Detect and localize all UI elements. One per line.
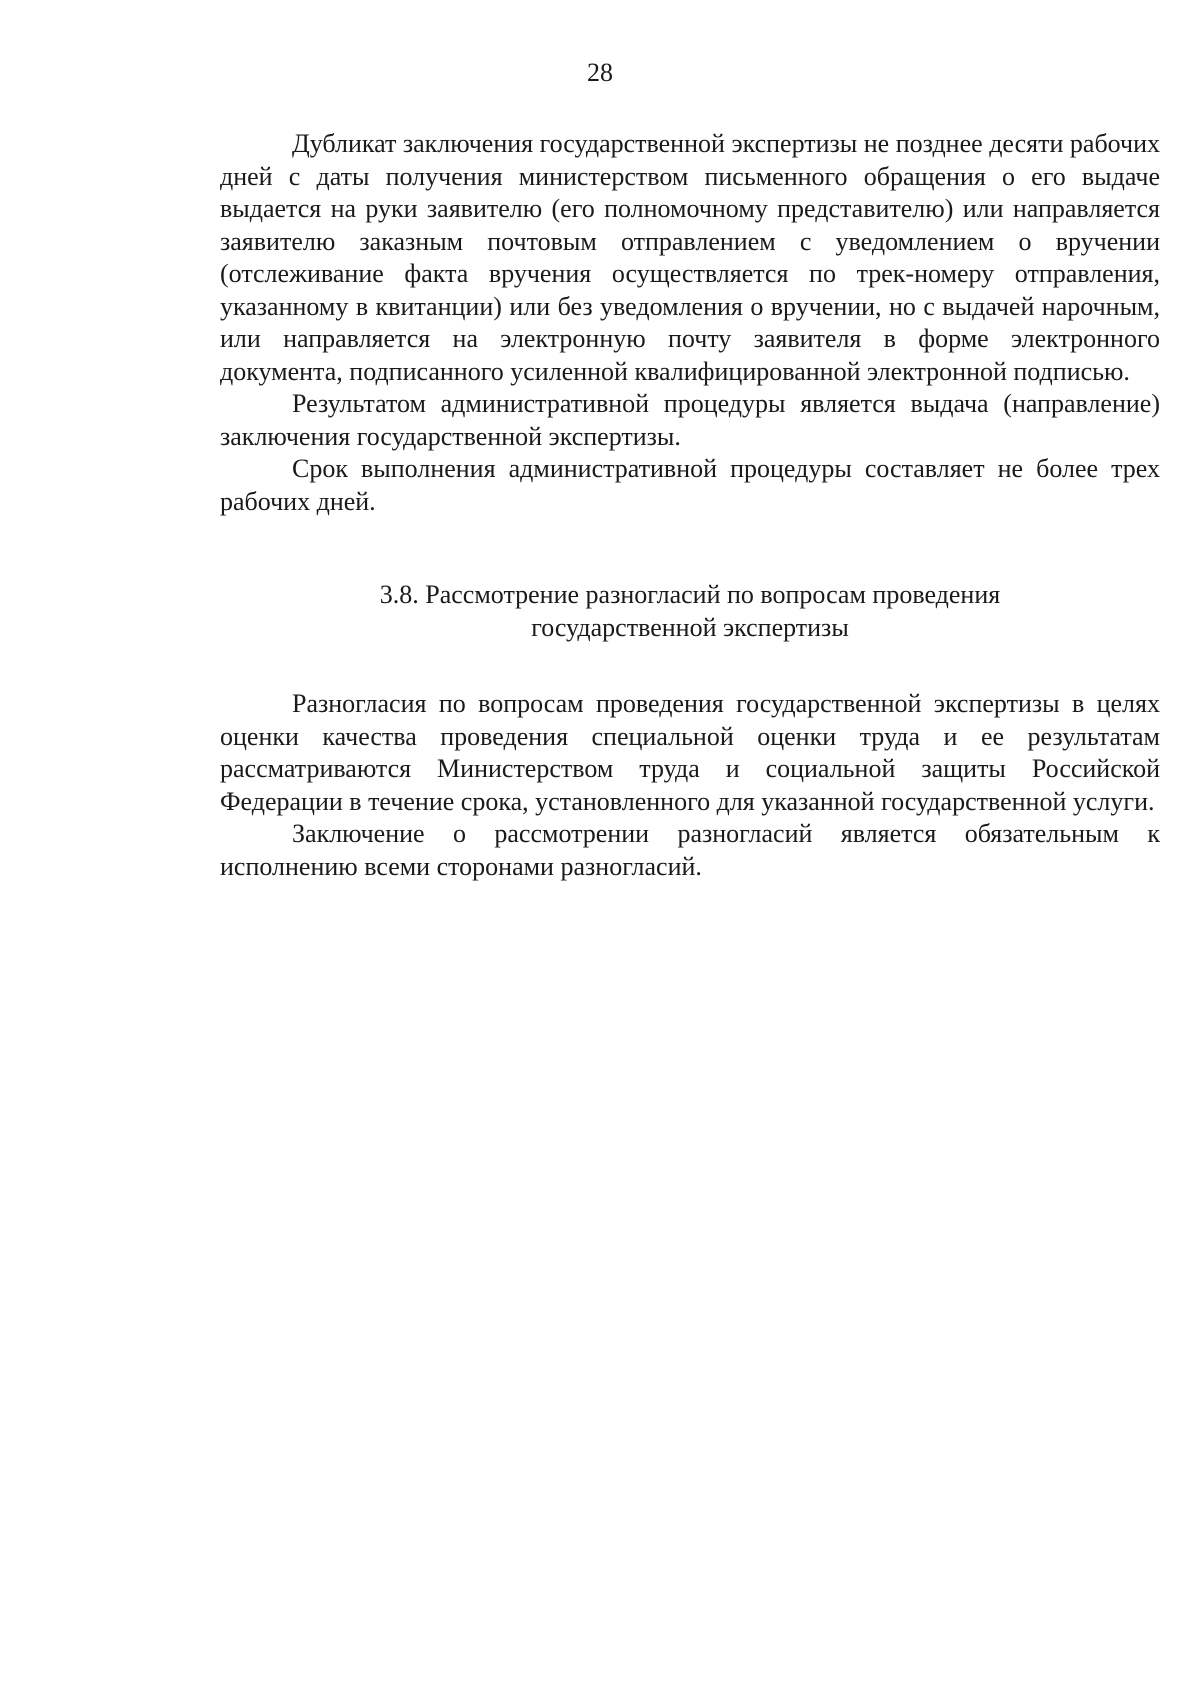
bottom-text-block — [220, 688, 1160, 883]
paragraph-duplicate-issuance: Дубликат заключения государственной экспертизы не позднее десяти рабочих дней с даты получения министерством письменного обращения о его выдаче выдается на руки заявителю (его полномочному представителю) или направляется заявителю заказным почтовым отправлением с уведомлением о вручении (отслеживание факта вручения осуществляется по трек-номеру отправления, указанному в квитанции) или без уведомления о вручении, но с выдачей нарочным, или направляется на электронную почту заявителя в форме электронного документа, подписанного усиленной квалифицированной электронной подписью. — [220, 129, 1160, 386]
paragraph-procedure-result: Результатом административной процедуры является выдача (направление) заключения государственной экспертизы. — [220, 389, 1160, 451]
section-heading — [220, 578, 1160, 644]
paragraph-disagreements: Разногласия по вопросам проведения государственной экспертизы в целях оценки качества проведения специальной оценки труда и ее результатам рассматриваются Министерством труда и социальной защиты Российской Федерации в течение срока, установленного для указанной государственной услуги. — [220, 689, 1160, 816]
top-text-block — [220, 128, 1160, 518]
page-number: 28 — [587, 58, 613, 87]
paragraph-procedure-term: Срок выполнения административной процедуры составляет не более трех рабочих дней. — [220, 454, 1160, 516]
section-heading-line-2: государственной экспертизы — [531, 613, 849, 642]
paragraph-conclusion-binding: Заключение о рассмотрении разногласий является обязательным к исполнению всеми сторонами разногласий. — [220, 819, 1160, 881]
section-heading-line-1: 3.8. Рассмотрение разногласий по вопросам проведения — [379, 580, 1001, 609]
